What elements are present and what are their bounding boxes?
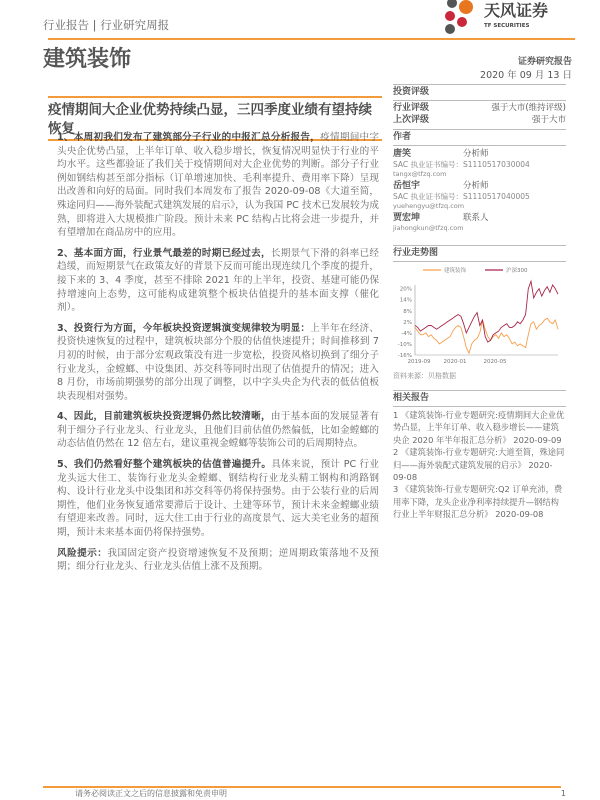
footer-divider <box>43 786 561 788</box>
header-divider <box>48 38 575 40</box>
y-tick-label: -4% <box>401 330 412 337</box>
report-body <box>57 131 379 581</box>
report-subtitle: 疫情期间大企业优势持续凸显，三四季度业绩有望持续恢复 <box>48 102 372 137</box>
related-date: 2020-09-09 <box>513 434 562 445</box>
page-number: 1 <box>560 789 566 798</box>
body-paragraph <box>57 322 379 404</box>
logo-icon <box>440 0 480 34</box>
rating-label: 行业评级 <box>393 103 430 113</box>
title-divider <box>48 96 382 98</box>
trend-heading: 行业走势图 <box>393 248 439 258</box>
rating-label: 上次评级 <box>393 115 430 125</box>
y-tick-label: -16% <box>397 353 412 359</box>
paragraph-lead: 5、我们仍然看好整个建筑板块的估值普遍提升。 <box>57 459 272 471</box>
x-tick-label: 2019-09 <box>407 359 431 365</box>
page-title: 建筑装饰 <box>43 47 132 72</box>
related-heading: 相关报告 <box>393 393 430 403</box>
paragraph-text: 由于基本面的发展显著有利于细分子行业龙头、行业龙头，且他们目前估值仍然偏低，比如金螳螂的动态估值仍然在 12 倍左右，建议重视金螳螂等装饰公司的后周期特点。 <box>57 411 379 450</box>
trend-chart <box>393 263 566 368</box>
body-paragraph <box>57 458 379 540</box>
authors-section <box>393 129 566 233</box>
body-paragraph <box>57 410 379 451</box>
rating-value: 强于大市(维持评级) <box>491 103 566 113</box>
related-no: 1 <box>393 410 399 420</box>
report-date: 2020 年 09 月 13 日 <box>480 70 572 81</box>
author-name: 唐笑 <box>393 149 412 159</box>
related-text: 《建筑装饰-行业专题研究:大道至简，殊途同归——海外装配式建筑发展的启示》 <box>393 447 565 470</box>
report-type: 证券研究报告 <box>517 57 572 67</box>
related-no: 2 <box>393 447 399 458</box>
chart-source: 资料来源：贝格数据 <box>393 372 456 380</box>
paragraph-lead: 风险提示： <box>57 547 108 559</box>
rating-section <box>393 84 566 126</box>
author <box>393 213 566 233</box>
x-tick-label: 2020-05 <box>483 359 507 365</box>
legend-label: 建筑装饰 <box>444 268 467 274</box>
related-report-link[interactable] <box>393 409 566 446</box>
legend-label: 沪深300 <box>506 268 528 274</box>
rating-row <box>393 103 566 114</box>
paragraph-lead: 4、因此，目前建筑板块投资逻辑仍然比较清晰， <box>57 411 271 423</box>
paragraph-lead: 1、本周初我们发布了建筑部分子行业的中报汇总分析报告， <box>57 132 321 143</box>
author-email[interactable]: jiahongkun@tfzq.com <box>393 224 464 232</box>
y-tick-label: -10% <box>397 341 412 348</box>
series-line-0 <box>415 318 558 353</box>
author-role: 分析师 <box>463 181 489 191</box>
x-tick-label: 2020-01 <box>443 359 467 365</box>
body-paragraph <box>57 547 379 574</box>
related-report-link[interactable] <box>393 446 566 483</box>
related-no: 3 <box>393 484 399 495</box>
paragraph-text: 我国固定资产投资增速恢复不及预期；逆周期政策落地不及预期；细分行业龙头、行业龙头估值上涨不及预期。 <box>57 547 380 573</box>
rating-row <box>393 115 566 126</box>
paragraph-text: 上半年在经济、投资快速恢复的过程中，建筑板块部分个股的估值快速提升；时间推移到 7 月初的时候，由于部分宏观政策没有进一步宽松，投资风格切换到了细分子行业龙头，金螳螂、中设集团、苏交科等同时出现了估值提升的情况；进入 8 月份，市场前期强势的部分出现了调整，以中字头央企为代表的低估值板块表现相对强势。 <box>57 322 379 402</box>
author-email[interactable]: tangx@tfzq.com <box>393 170 447 178</box>
author-email[interactable]: yuehengyu@tfzq.com <box>393 202 465 210</box>
logo <box>440 0 570 34</box>
report-category <box>43 17 169 33</box>
rating-heading: 投资评级 <box>393 87 430 97</box>
separator: | <box>92 18 97 32</box>
author-name: 岳恒宇 <box>393 181 421 191</box>
paragraph-lead: 2、基本面方面，行业景气最差的时期已经过去， <box>57 247 271 259</box>
body-paragraph <box>57 247 379 315</box>
author <box>393 149 566 179</box>
author-role: 联系人 <box>463 213 489 223</box>
related-date: 2020-09-08 <box>393 459 553 483</box>
paragraph-text: 具体来说，预计 PC 行业龙头远大住工、装饰行业龙头金螳螂、钢结构行业龙头精工钢构和鸿路钢构、设计行业龙头中设集团和苏交科等仍将保持强势。由于公装行业的后周期性，他们业务恢复通常要滞后于设计、土建等环节，预计未来金螳螂业绩有望迎来改善。同时，远大住工由于行业的高度景气、远大美宅业务的超预期，预计未来基本面仍将保持强势。 <box>57 459 379 539</box>
author-role: 分析师 <box>463 149 489 159</box>
related-text: 《建筑装饰-行业专题研究:Q2 订单充沛，费用率下降，龙头企业净利率持续提升—钢结构行业上半年财报汇总分析》 <box>393 484 563 520</box>
paragraph-lead: 3、投资行为方面，今年板块投资逻辑演变规律较为明显： <box>57 322 311 334</box>
trend-section <box>393 245 566 262</box>
authors-heading: 作者 <box>393 132 412 142</box>
author-sac: SAC 执业证书编号：S1110517040005 <box>393 192 530 201</box>
report-type-label: 行业研究周报 <box>100 18 170 32</box>
related-section <box>393 390 566 521</box>
related-date: 2020-09-08 <box>495 509 544 520</box>
related-report-link[interactable] <box>393 483 566 520</box>
related-text: 《建筑装饰-行业专题研究:疫情期间大企业优势凸显，上半年订单、收入稳步增长——建筑央企 2020 年半年报汇总分析》 <box>393 410 565 445</box>
author <box>393 181 566 211</box>
logo-subtext: TF SECURITIES <box>484 23 530 29</box>
paragraph-text: 疫情期间中字头央企优势凸显，上半年订单、收入稳步增长，恢复情况明显快于行业的平均水平。这些都验证了我们关于疫情期间对大企业优势的判断。部分子行业例如钢结构甚至部分指标（订单增速加快、毛利率提升、费用率下降）呈现出改善和向好的局面。同时我们本周发布了报告 2020-09-08《大道至简，殊途同归——海外装配式建筑发展的启示》，认为我国 PC 技术已发展较为成熟，即将进入大规模推广阶段。预计未来 PC 结构占比将会进一步提升，并有望增加在商品房中的应用。 <box>57 132 380 239</box>
y-tick-label: 14% <box>399 297 412 304</box>
logo-text: 天风证券 <box>484 1 549 20</box>
author-sac: SAC 执业证书编号：S1110517030004 <box>393 160 530 169</box>
category-label: 行业报告 <box>43 18 89 32</box>
body-paragraph <box>57 131 379 240</box>
y-tick-label: 8% <box>403 308 412 315</box>
paragraph-text: 长期景气下滑的斜率已经趋缓，而短期景气在政策友好的背景下反而可能出现连续几个季度的提升，接下来的 3、4 季度，甚至不排除 2021 年的上半年，投资、基建可能仍保持增速向上态势，这可能构成建筑整个板块估值提升的基本面支撑（催化剂）。 <box>57 247 379 314</box>
author-name: 贾宏坤 <box>393 213 421 223</box>
y-tick-label: 2% <box>403 319 412 326</box>
y-tick-label: 20% <box>399 286 412 293</box>
rating-value: 强于大市 <box>531 115 566 125</box>
footer-disclaimer: 请务必阅读正文之后的信息披露和免责申明 <box>75 789 227 798</box>
